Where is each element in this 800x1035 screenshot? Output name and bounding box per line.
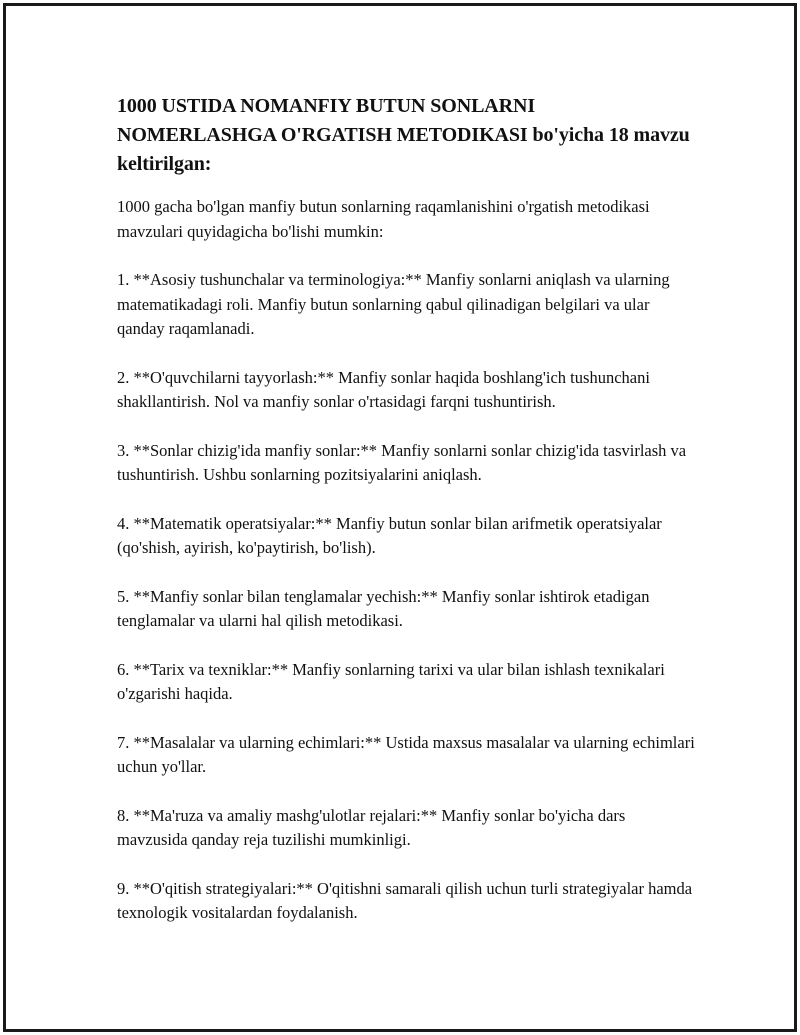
- list-item: 9. **O'qitish strategiyalari:** O'qitishni samarali qilish uchun turli strategiyalar hamda texnologik vositalardan foydalanish.: [117, 878, 693, 922]
- list-item: 5. **Manfiy sonlar bilan tenglamalar yechish:** Manfiy sonlar ishtirok etadigan tenglamalar va ularni hal qilish metodikasi.: [117, 586, 650, 630]
- list-item: 6. **Tarix va texniklar:** Manfiy sonlarning tarixi va ular bilan ishlash texnikalari o'zgarishi haqida.: [117, 659, 665, 703]
- list-item: 4. **Matematik operatsiyalar:** Manfiy butun sonlar bilan arifmetik operatsiyalar (qo'shish, ayirish, ko'paytirish, bo'lish).: [117, 513, 662, 557]
- list-item: 7. **Masalalar va ularning echimlari:** Ustida maxsus masalalar va ularning echimlari uchun yo'llar.: [117, 732, 695, 776]
- intro-paragraph: 1000 gacha bo'lgan manfiy butun sonlarning raqamlanishini o'rgatish metodikasi mavzulari quyidagicha bo'lishi mumkin:: [117, 197, 650, 241]
- list-item: 1. **Asosiy tushunchalar va terminologiya:** Manfiy sonlarni aniqlash va ularning matematikadagi roli. Manfiy butun sonlarning qabul qilinadigan belgilari va ular qanday raqamlanadi.: [117, 270, 670, 338]
- list-item: 2. **O'quvchilarni tayyorlash:** Manfiy sonlar haqida boshlang'ich tushunchani shakllantirish. Nol va manfiy sonlar o'rtasidagi farqni tushuntirish.: [117, 367, 650, 411]
- list-item: 8. **Ma'ruza va amaliy mashg'ulotlar rejalari:** Manfiy sonlar bo'yicha dars mavzusida qanday reja tuzilishi mumkinligi.: [117, 805, 626, 849]
- document-body: [117, 92, 697, 950]
- document-title: 1000 USTIDA NOMANFIY BUTUN SONLARNI NOMERLASHGA O'RGATISH METODIKASI bo'yicha 18 mavzu keltirilgan:: [117, 95, 690, 175]
- list-item: 3. **Sonlar chizig'ida manfiy sonlar:** Manfiy sonlarni sonlar chizig'ida tasvirlash va tushuntirish. Ushbu sonlarning pozitsiyalarini aniqlash.: [117, 440, 687, 484]
